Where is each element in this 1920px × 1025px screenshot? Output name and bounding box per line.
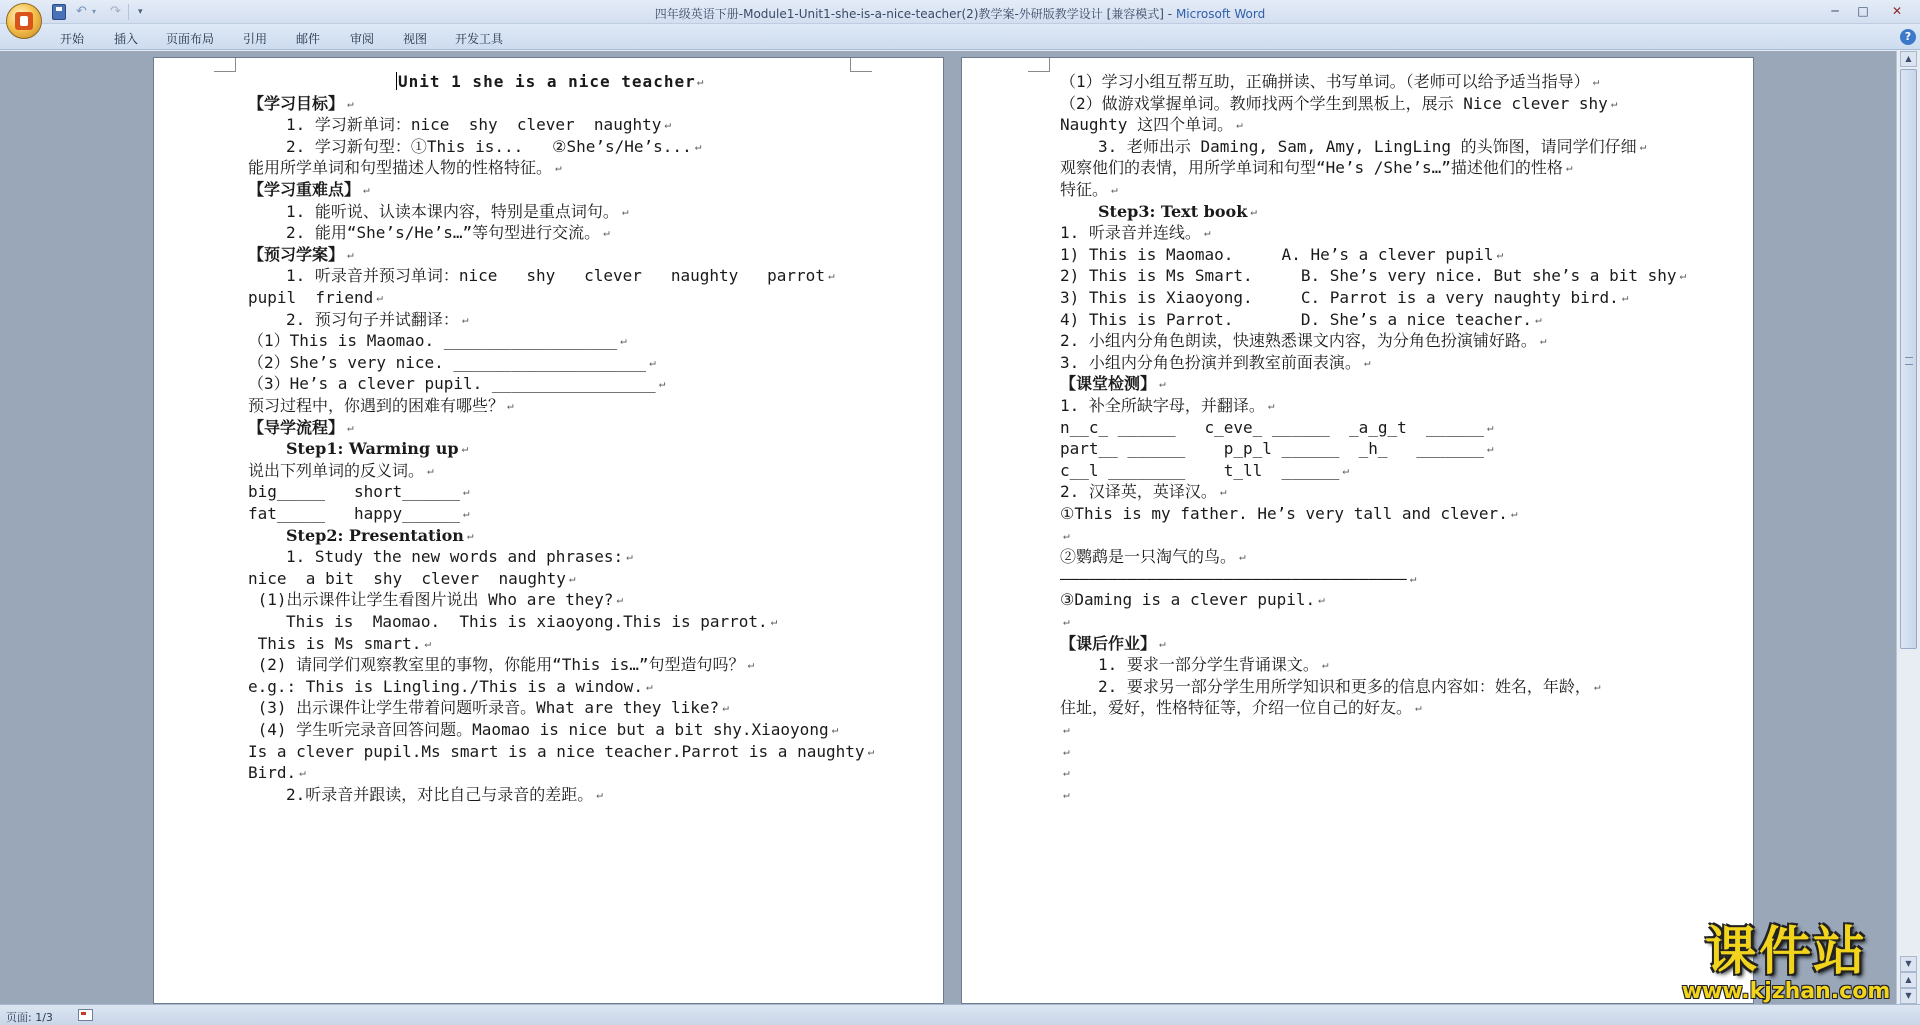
document-line[interactable]: （1）学习小组互帮互助，正确拼读、书写单词。（老师可以给予适当指导） [1060, 72, 1590, 91]
paragraph-mark: ↵ [649, 355, 656, 369]
tab-insert[interactable]: 插入 [114, 32, 139, 46]
document-line[interactable]: 1. 能听说、认读本课内容，特别是重点词句。 [286, 201, 619, 221]
scroll-grip [1905, 357, 1913, 365]
paragraph-mark: ↵ [658, 377, 666, 391]
paragraph-mark: ↵ [696, 75, 704, 88]
paragraph-mark: ↵ [1063, 766, 1070, 780]
paragraph-mark: ↵ [299, 766, 306, 780]
scroll-up-button[interactable]: ▲ [1900, 51, 1917, 67]
document-line[interactable]: (4) 学生听完录音回答问题。Maomao is nice but a bit shy.Xiaoyong [248, 720, 829, 739]
crop-mark [1028, 58, 1050, 72]
document-workspace [0, 51, 1896, 1004]
document-line[interactable]: 2. 学习新句型：①This is... ②She’s/He’s... [286, 136, 692, 156]
document-line[interactable]: 2. 汉译英，英译汉。 [1060, 482, 1217, 502]
paragraph-mark: ↵ [462, 485, 470, 499]
tab-review[interactable]: 审阅 [350, 32, 375, 46]
paragraph-mark: ↵ [347, 247, 354, 261]
paragraph-mark: ↵ [1610, 96, 1618, 110]
document-line[interactable]: ③Daming is a clever pupil. [1060, 590, 1316, 610]
window-title [0, 5, 1920, 22]
paragraph-mark: ↵ [347, 96, 354, 110]
paragraph-mark: ↵ [1565, 161, 1573, 175]
paragraph-mark: ↵ [1496, 247, 1504, 261]
document-line[interactable]: part__ ______ p_p_l ______ _h_ _______ [1060, 439, 1484, 459]
minimize-button[interactable]: ─ [1831, 4, 1839, 18]
document-line[interactable]: （2）做游戏掌握单词。教师找两个学生到黑板上，展示 Nice clever shy [1060, 93, 1608, 113]
watermark-url: www.kjzhan.com [1681, 979, 1891, 1004]
document-line[interactable]: Naughty 这四个单词。 [1060, 115, 1234, 135]
paragraph-mark: ↵ [1159, 377, 1166, 391]
scroll-thumb[interactable] [1900, 69, 1917, 649]
document-line[interactable]: Step1: Warming up [286, 439, 459, 459]
tab-home[interactable]: 开始 [60, 32, 85, 46]
watermark-logo: 课件站 [1704, 922, 1867, 982]
paragraph-mark: ↵ [1159, 636, 1166, 650]
paragraph-mark: ↵ [466, 528, 474, 542]
paragraph-mark: ↵ [1267, 399, 1275, 412]
maximize-button[interactable]: □ [1857, 4, 1869, 18]
paragraph-mark: ↵ [424, 636, 432, 650]
paragraph-mark: ↵ [603, 226, 610, 240]
document-line[interactable]: This is Ms smart. [248, 633, 422, 653]
document-line[interactable]: 2. 预习句子并试翻译： [286, 309, 459, 329]
paragraph-mark: ↵ [555, 161, 562, 175]
paragraph-mark: ↵ [461, 312, 469, 326]
paragraph-mark: ↵ [867, 744, 875, 758]
document-line[interactable]: 住址，爱好，性格特征等，介绍一位自己的好友。 [1060, 698, 1413, 718]
document-line[interactable]: （2）She’s very nice. ____________________ [248, 352, 647, 372]
document-line[interactable]: Unit 1 she is a nice teacher [398, 72, 696, 91]
document-line[interactable]: ②鹦鹉是一只淘气的鸟。 [1060, 547, 1237, 567]
paragraph-mark: ↵ [616, 593, 624, 607]
paragraph-mark: ↵ [1239, 550, 1246, 564]
tab-developer[interactable]: 开发工具 [455, 32, 504, 46]
section-heading[interactable]: 【课后作业】 [1060, 633, 1157, 653]
proofing-icon[interactable] [78, 1009, 93, 1021]
help-icon[interactable]: ? [1900, 29, 1916, 45]
document-line[interactable]: e.g.: This is Lingling./This is a window. [248, 676, 643, 696]
paragraph-mark: ↵ [1250, 204, 1257, 218]
tab-page-layout[interactable]: 页面布局 [166, 32, 215, 46]
tab-references[interactable]: 引用 [243, 32, 268, 46]
document-line[interactable]: 2. 能用“She’s/He’s…”等句型进行交流。 [286, 223, 601, 243]
document-line[interactable]: 1. 听录音并预习单词：nice shy clever naughty parrot [286, 266, 825, 286]
paragraph-mark: ↵ [1203, 226, 1211, 240]
paragraph-mark: ↵ [1510, 507, 1518, 520]
section-heading[interactable]: 【学习目标】 [248, 93, 345, 113]
document-line[interactable]: 3) This is Xiaoyong. C. Parrot is a very naughty bird. [1060, 288, 1619, 307]
paragraph-mark: ↵ [747, 658, 755, 672]
paragraph-mark: ↵ [363, 183, 370, 196]
paragraph-mark: ↵ [1318, 593, 1325, 607]
document-line[interactable]: 4) This is Parrot. D. She’s a nice teacher. [1060, 309, 1533, 329]
document-line[interactable]: （1）This is Maomao. __________________ [248, 331, 618, 351]
paragraph-mark: ↵ [1111, 183, 1118, 196]
undo-icon[interactable]: ↶ [76, 4, 87, 19]
document-line[interactable]: (3) 出示课件让学生带着问题听录音。What are they like? [248, 698, 720, 718]
paragraph-mark: ↵ [1063, 615, 1070, 628]
tab-view[interactable]: 视图 [403, 32, 428, 46]
document-line[interactable]: 2. 小组内分角色朗读，快速熟悉课文内容，为分角色扮演铺好路。 [1060, 331, 1537, 351]
app-name: Microsoft Word [1175, 7, 1266, 21]
paragraph-mark: ↵ [1639, 139, 1647, 153]
document-line[interactable]: 2.听录音并跟读，对比自己与录音的差距。 [286, 784, 594, 804]
paragraph-mark: ↵ [1321, 658, 1329, 672]
paragraph-mark: ↵ [831, 723, 839, 736]
document-page-1[interactable] [153, 57, 944, 1004]
paragraph-mark: ↵ [621, 204, 629, 218]
document-line[interactable]: 1) This is Maomao. A. He’s a clever pupil [1060, 244, 1494, 264]
document-line[interactable]: 1. Study the new words and phrases: [286, 547, 624, 567]
document-line[interactable]: 1. 补全所缺字母，并翻译。 [1060, 396, 1265, 415]
paragraph-mark: ↵ [1621, 291, 1629, 304]
document-line[interactable]: ———————————————————————————————————— [1060, 568, 1407, 588]
document-line[interactable]: Step3: Text book [1098, 201, 1248, 221]
paragraph-mark: ↵ [1679, 269, 1687, 283]
paragraph-mark: ↵ [620, 334, 627, 348]
document-line[interactable]: big_____ short______ [248, 482, 460, 502]
site-watermark [1666, 924, 1906, 1004]
paragraph-mark: ↵ [827, 269, 835, 283]
paragraph-mark: ↵ [568, 571, 576, 585]
section-heading[interactable]: 【预习学案】 [248, 244, 345, 264]
document-line[interactable]: nice a bit shy clever naughty [248, 568, 566, 588]
paragraph-mark: ↵ [1486, 420, 1494, 434]
document-line[interactable]: n__c_ ______ c_eve_ ______ _a_g_t ______ [1060, 417, 1484, 437]
document-line[interactable]: pupil friend [248, 288, 374, 307]
document-line[interactable]: 1. 听录音并连线。 [1060, 223, 1201, 243]
document-title: 四年级英语下册-Module1-Unit1-she-is-a-nice-teacher(2)教学案-外研版教学设计 [兼容模式] - [654, 7, 1176, 21]
paragraph-mark: ↵ [427, 463, 434, 477]
paragraph-mark: ↵ [1486, 442, 1494, 456]
crop-mark [850, 58, 872, 72]
next-page-button[interactable]: ▼ [1900, 988, 1917, 1004]
section-heading[interactable]: 【导学流程】 [248, 417, 345, 437]
section-heading[interactable]: 【课堂检测】 [1060, 374, 1157, 394]
document-line[interactable]: Bird. [248, 763, 297, 783]
paragraph-mark: ↵ [1063, 744, 1070, 758]
paragraph-mark: ↵ [770, 615, 778, 628]
tab-mailings[interactable]: 邮件 [296, 32, 321, 46]
document-line[interactable]: 预习过程中，你遇到的困难有哪些？ [248, 396, 505, 415]
paragraph-mark: ↵ [507, 399, 514, 412]
document-line[interactable]: 2) This is Ms Smart. B. She’s very nice. But she’s a bit shy [1060, 266, 1677, 286]
document-page-2[interactable] [961, 57, 1754, 1004]
vertical-scrollbar[interactable] [1896, 51, 1920, 1004]
paragraph-mark: ↵ [664, 118, 671, 132]
document-line[interactable]: 说出下列单词的反义词。 [248, 460, 425, 480]
document-line[interactable]: 1. 要求一部分学生背诵课文。 [1098, 655, 1319, 675]
paragraph-mark: ↵ [461, 442, 469, 456]
document-line[interactable]: Is a clever pupil.Ms smart is a nice teacher.Parrot is a naughty [248, 741, 865, 761]
document-line[interactable]: Step2: Presentation [286, 525, 464, 545]
status-bar [0, 1004, 1920, 1025]
crop-mark [214, 58, 236, 72]
document-line[interactable]: 能用所学单词和句型描述人物的性格特征。 [248, 158, 553, 178]
paragraph-mark: ↵ [1063, 528, 1070, 542]
paragraph-mark: ↵ [626, 550, 633, 564]
office-logo-icon [15, 12, 33, 30]
paragraph-mark: ↵ [1219, 485, 1227, 499]
section-heading[interactable]: 【学习重难点】 [248, 180, 361, 199]
paragraph-mark: ↵ [596, 787, 603, 801]
paragraph-mark: ↵ [1342, 463, 1349, 477]
paragraph-mark: ↵ [1593, 679, 1601, 693]
close-button[interactable]: ✕ [1891, 4, 1903, 18]
paragraph-mark: ↵ [1363, 355, 1371, 369]
page-count[interactable]: 页面: 1/3 [6, 1011, 53, 1024]
redo-icon[interactable]: ↷ [110, 4, 121, 19]
ribbon-tabs [0, 24, 1920, 50]
document-line[interactable]: （3）He’s a clever pupil. _________________ [248, 374, 656, 394]
paragraph-mark: ↵ [376, 291, 383, 304]
paragraph-mark: ↵ [1592, 75, 1600, 88]
paragraph-mark: ↵ [1409, 571, 1417, 585]
paragraph-mark: ↵ [1539, 334, 1547, 348]
document-line[interactable]: This is Maomao. This is xiaoyong.This is parrot. [286, 612, 768, 631]
document-line[interactable]: 3. 小组内分角色扮演并到教室前面表演。 [1060, 352, 1361, 372]
document-line[interactable]: 特征。 [1060, 180, 1109, 199]
document-line[interactable]: 1. 学习新单词：nice shy clever naughty [286, 115, 662, 135]
document-line[interactable]: c__l ________ t_ll ______ [1060, 460, 1340, 480]
document-line[interactable]: 观察他们的表情，用所学单词和句型“He’s /She’s…”描述他们的性格 [1060, 158, 1563, 178]
text-cursor [396, 72, 397, 90]
customize-qat-icon[interactable]: ▾ [138, 7, 143, 17]
title-bar [0, 0, 1920, 24]
paragraph-mark: ↵ [1415, 701, 1422, 715]
paragraph-mark: ↵ [694, 139, 702, 153]
paragraph-mark: ↵ [1236, 118, 1243, 132]
document-line[interactable]: (1)出示课件让学生看图片说出 Who are they? [248, 590, 614, 610]
undo-dropdown-icon[interactable]: ▾ [92, 7, 97, 16]
paragraph-mark: ↵ [1063, 723, 1070, 736]
document-line[interactable]: ①This is my father. He’s very tall and clever. [1060, 504, 1508, 523]
previous-page-button[interactable]: ▲ [1900, 972, 1917, 988]
document-line[interactable]: (2) 请同学们观察教室里的事物，你能用“This is…”句型造句吗？ [248, 655, 745, 675]
office-button[interactable] [6, 3, 42, 39]
paragraph-mark: ↵ [1535, 312, 1542, 326]
document-line[interactable]: fat_____ happy______ [248, 504, 460, 523]
paragraph-mark: ↵ [347, 420, 354, 434]
document-line[interactable]: 3. 老师出示 Daming, Sam, Amy, LingLing 的头饰图，请同学们仔细 [1098, 136, 1637, 156]
paragraph-mark: ↵ [645, 679, 653, 693]
scroll-down-button[interactable]: ▼ [1900, 956, 1917, 972]
paragraph-mark: ↵ [722, 701, 729, 715]
paragraph-mark: ↵ [462, 507, 470, 520]
document-line[interactable]: 2. 要求另一部分学生用所学知识和更多的信息内容如：姓名，年龄， [1098, 676, 1591, 696]
paragraph-mark: ↵ [1063, 787, 1070, 801]
